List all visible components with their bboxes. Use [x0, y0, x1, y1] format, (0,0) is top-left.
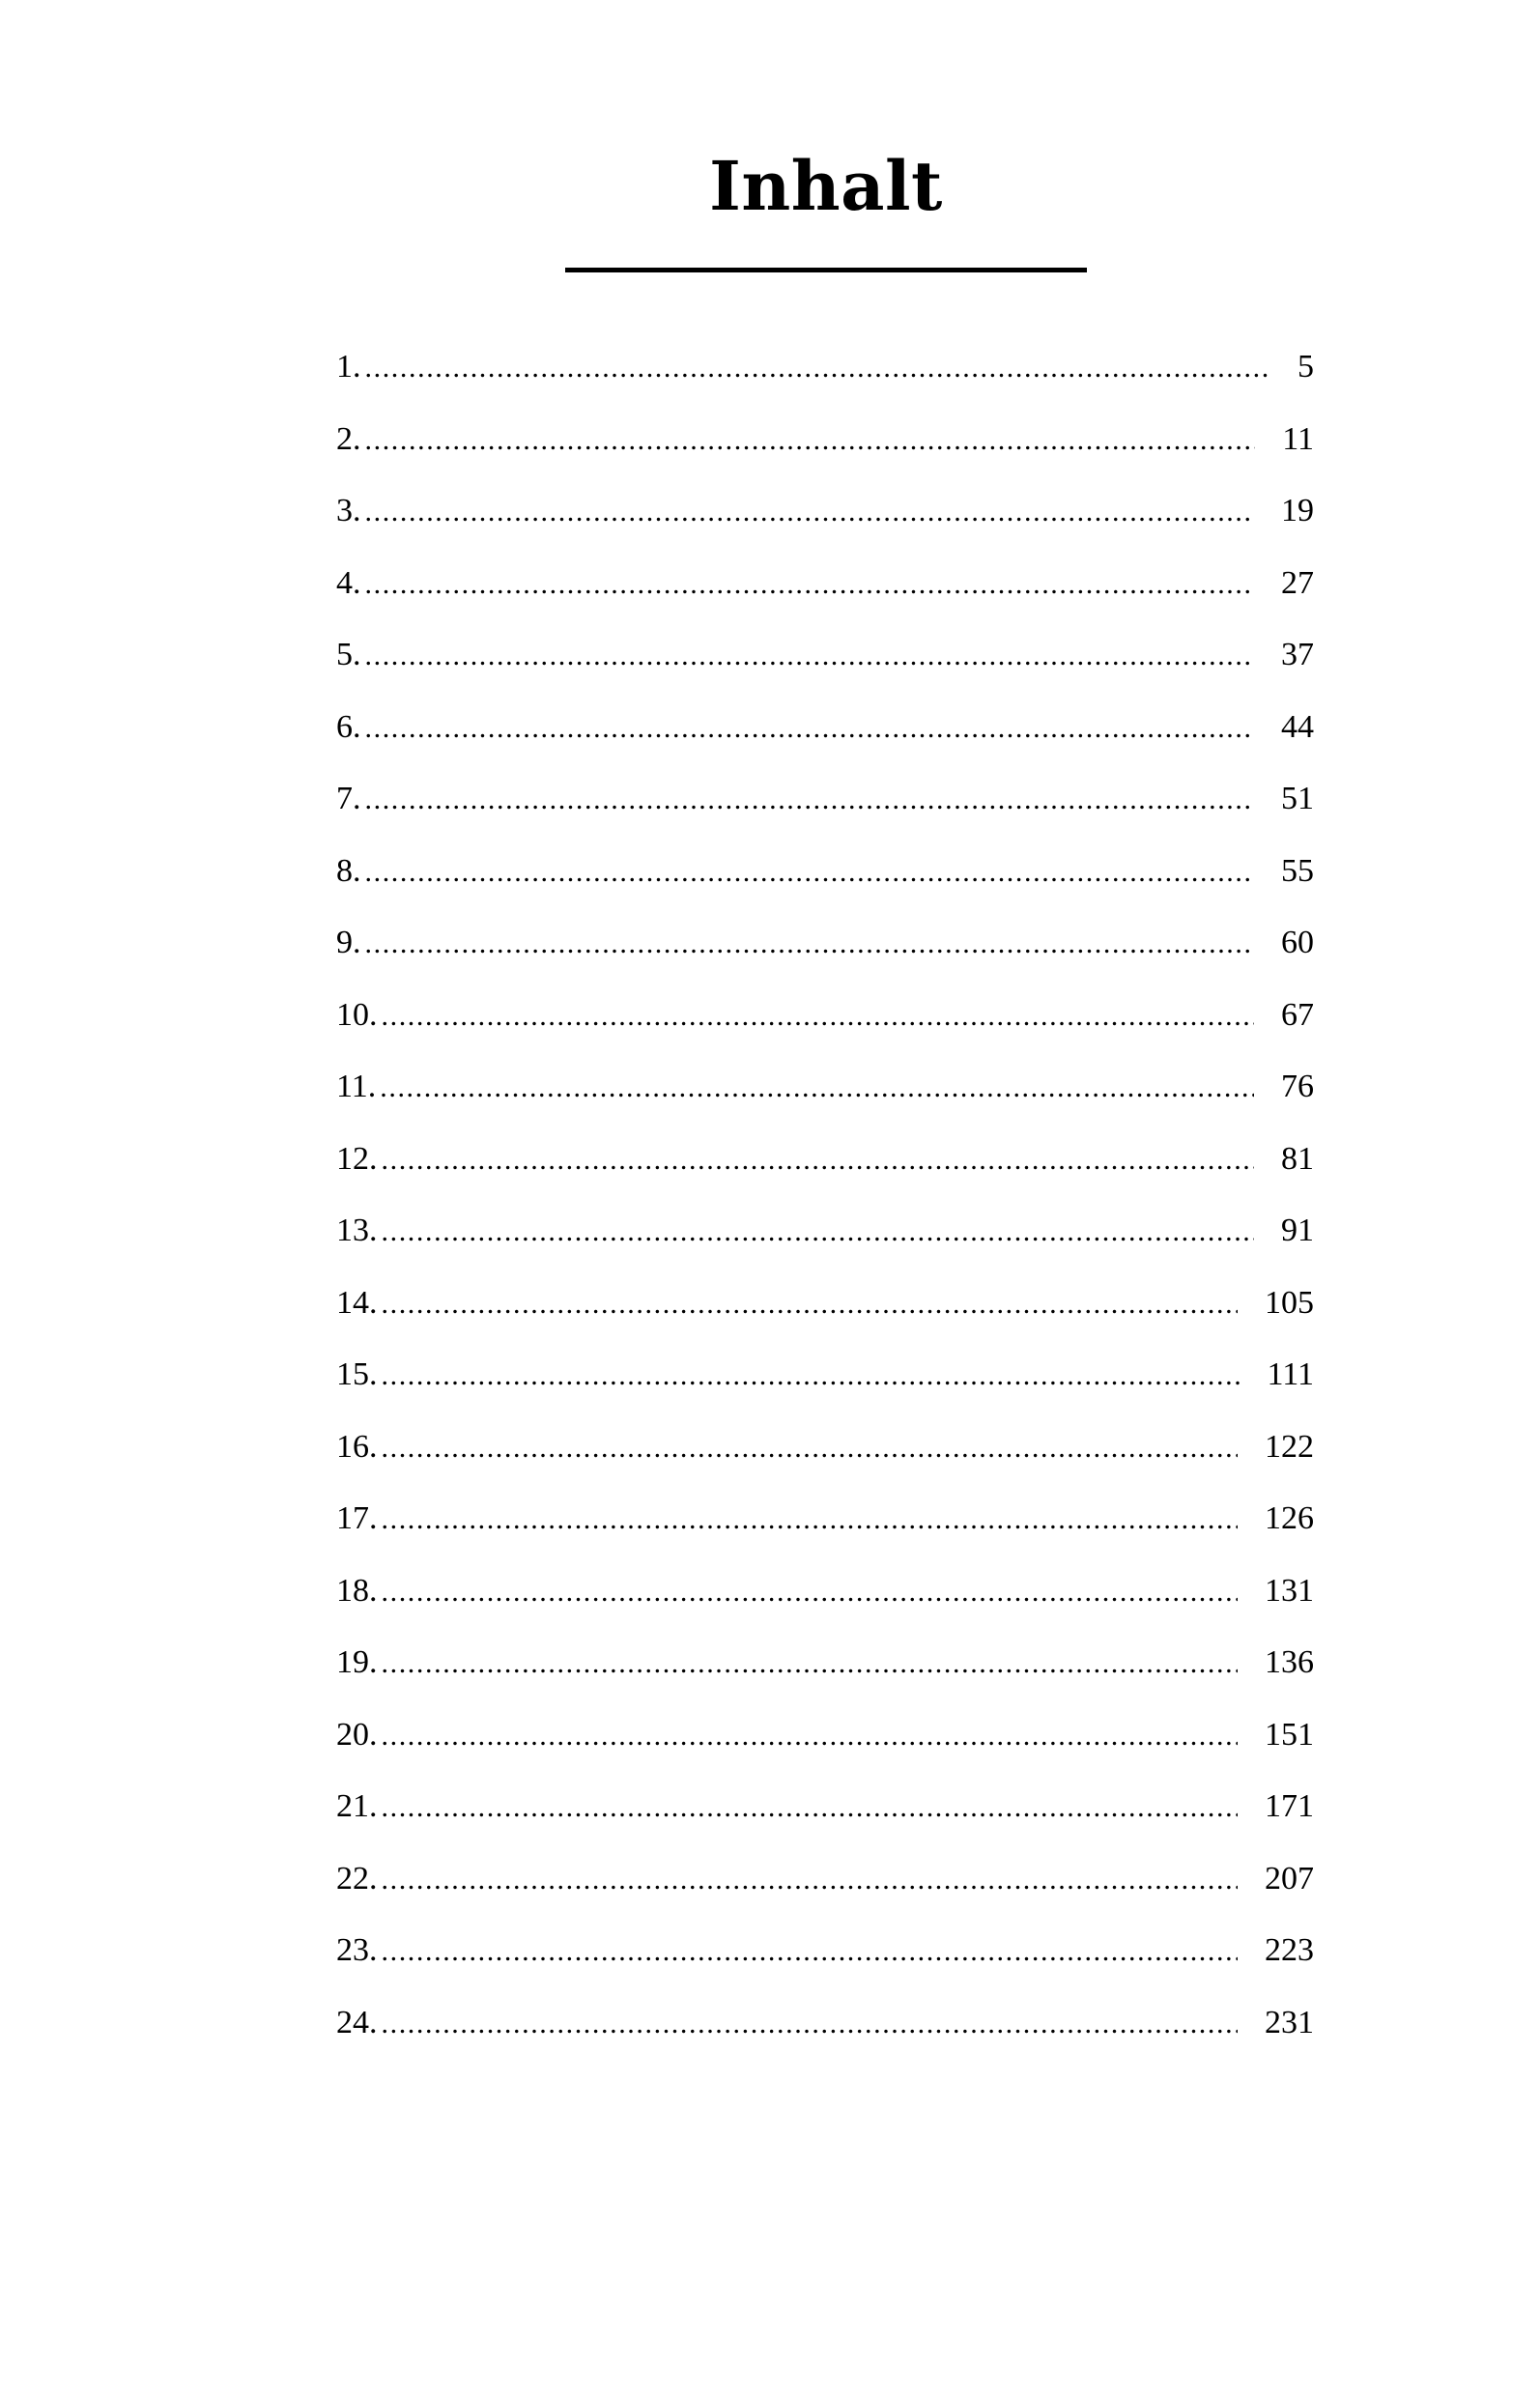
toc-dot-leader [382, 1208, 1255, 1256]
toc-chapter-number: 5. [336, 637, 361, 672]
toc-page-number: 51 [1281, 781, 1314, 816]
toc-chapter-number: 9. [336, 925, 361, 960]
toc-page-number: 37 [1281, 637, 1314, 672]
toc-dot-leader [382, 1927, 1239, 1976]
toc-page-number: 5 [1298, 349, 1314, 385]
toc-chapter-number: 23. [336, 1932, 378, 1968]
toc-page-number: 136 [1265, 1644, 1314, 1680]
toc-entry [336, 1999, 1314, 2071]
toc-entry [336, 631, 1314, 703]
toc-entry [336, 343, 1314, 415]
toc-dot-leader [365, 488, 1255, 536]
toc-page-number: 11 [1282, 420, 1314, 457]
toc-dot-leader [382, 1136, 1255, 1184]
toc-dot-leader [365, 560, 1255, 609]
toc-chapter-number: 16. [336, 1428, 378, 1465]
toc-dot-leader [382, 1712, 1239, 1760]
toc-dot-leader [365, 632, 1255, 680]
toc-entry [336, 1063, 1314, 1135]
toc-chapter-number: 11. [336, 1069, 377, 1104]
toc-entry [336, 991, 1314, 1064]
toc-entry [336, 1639, 1314, 1711]
toc-entry [336, 1711, 1314, 1783]
toc-dot-leader [382, 992, 1255, 1041]
toc-page-number: 105 [1265, 1284, 1314, 1321]
toc-page-number: 67 [1281, 996, 1314, 1033]
toc-entry [336, 1207, 1314, 1279]
toc-chapter-number: 14. [336, 1284, 378, 1321]
toc-dot-leader [365, 344, 1271, 392]
toc-dot-leader [365, 848, 1255, 897]
toc-page-number: 19 [1281, 493, 1314, 528]
table-of-contents [336, 343, 1314, 2070]
toc-chapter-number: 8. [336, 852, 361, 889]
toc-entry [336, 1855, 1314, 1927]
toc-chapter-number: 1. [336, 349, 361, 385]
toc-dot-leader [365, 776, 1255, 824]
toc-chapter-number: 10. [336, 996, 378, 1033]
toc-entry [336, 1783, 1314, 1855]
toc-page-number: 91 [1281, 1212, 1314, 1248]
toc-chapter-number: 18. [336, 1572, 378, 1609]
toc-entry [336, 1135, 1314, 1208]
toc-page-number: 55 [1281, 852, 1314, 889]
toc-dot-leader [365, 920, 1255, 968]
toc-dot-leader [365, 416, 1256, 465]
toc-chapter-number: 4. [336, 564, 361, 601]
toc-page-number: 223 [1265, 1932, 1314, 1968]
toc-entry [336, 1351, 1314, 1423]
toc-entry [336, 1567, 1314, 1640]
toc-chapter-number: 7. [336, 781, 361, 816]
toc-page-number: 81 [1281, 1140, 1314, 1177]
toc-dot-leader [365, 704, 1255, 753]
toc-chapter-number: 2. [336, 420, 361, 457]
toc-page-number: 27 [1281, 564, 1314, 601]
toc-page-number: 207 [1265, 1860, 1314, 1897]
toc-page-number: 231 [1265, 2004, 1314, 2040]
toc-dot-leader [382, 2000, 1239, 2048]
toc-entry [336, 703, 1314, 776]
toc-chapter-number: 12. [336, 1140, 378, 1177]
toc-chapter-number: 13. [336, 1212, 378, 1248]
toc-dot-leader [382, 1352, 1241, 1400]
toc-chapter-number: 24. [336, 2004, 378, 2040]
toc-page-number: 131 [1265, 1572, 1314, 1609]
toc-dot-leader [382, 1640, 1239, 1688]
toc-chapter-number: 6. [336, 708, 361, 745]
toc-entry [336, 919, 1314, 991]
toc-page-number: 126 [1265, 1500, 1314, 1536]
toc-chapter-number: 19. [336, 1644, 378, 1680]
toc-chapter-number: 15. [336, 1356, 378, 1392]
toc-dot-leader [382, 1856, 1239, 1904]
toc-chapter-number: 21. [336, 1788, 378, 1824]
toc-dot-leader [382, 1496, 1239, 1544]
toc-entry [336, 1495, 1314, 1567]
toc-dot-leader [382, 1783, 1239, 1832]
toc-entry [336, 775, 1314, 847]
toc-entry [336, 415, 1314, 488]
toc-entry [336, 1423, 1314, 1496]
toc-entry [336, 487, 1314, 559]
toc-dot-leader [382, 1568, 1239, 1616]
toc-entry [336, 847, 1314, 920]
toc-chapter-number: 3. [336, 493, 361, 528]
toc-page-number: 122 [1265, 1428, 1314, 1465]
toc-entry [336, 559, 1314, 632]
toc-entry [336, 1279, 1314, 1352]
toc-page-number: 76 [1281, 1069, 1314, 1104]
toc-chapter-number: 17. [336, 1500, 378, 1536]
toc-page-number: 151 [1265, 1716, 1314, 1753]
toc-page-number: 60 [1281, 925, 1314, 960]
title-underline [565, 268, 1087, 272]
toc-dot-leader [380, 1064, 1254, 1112]
toc-chapter-number: 22. [336, 1860, 378, 1897]
page-title: Inhalt [709, 146, 943, 226]
toc-dot-leader [382, 1424, 1239, 1472]
toc-page-number: 111 [1267, 1356, 1314, 1392]
toc-dot-leader [382, 1280, 1239, 1328]
toc-entry [336, 1926, 1314, 1999]
toc-chapter-number: 20. [336, 1716, 378, 1753]
toc-page-number: 171 [1265, 1788, 1314, 1824]
toc-page-number: 44 [1281, 708, 1314, 745]
